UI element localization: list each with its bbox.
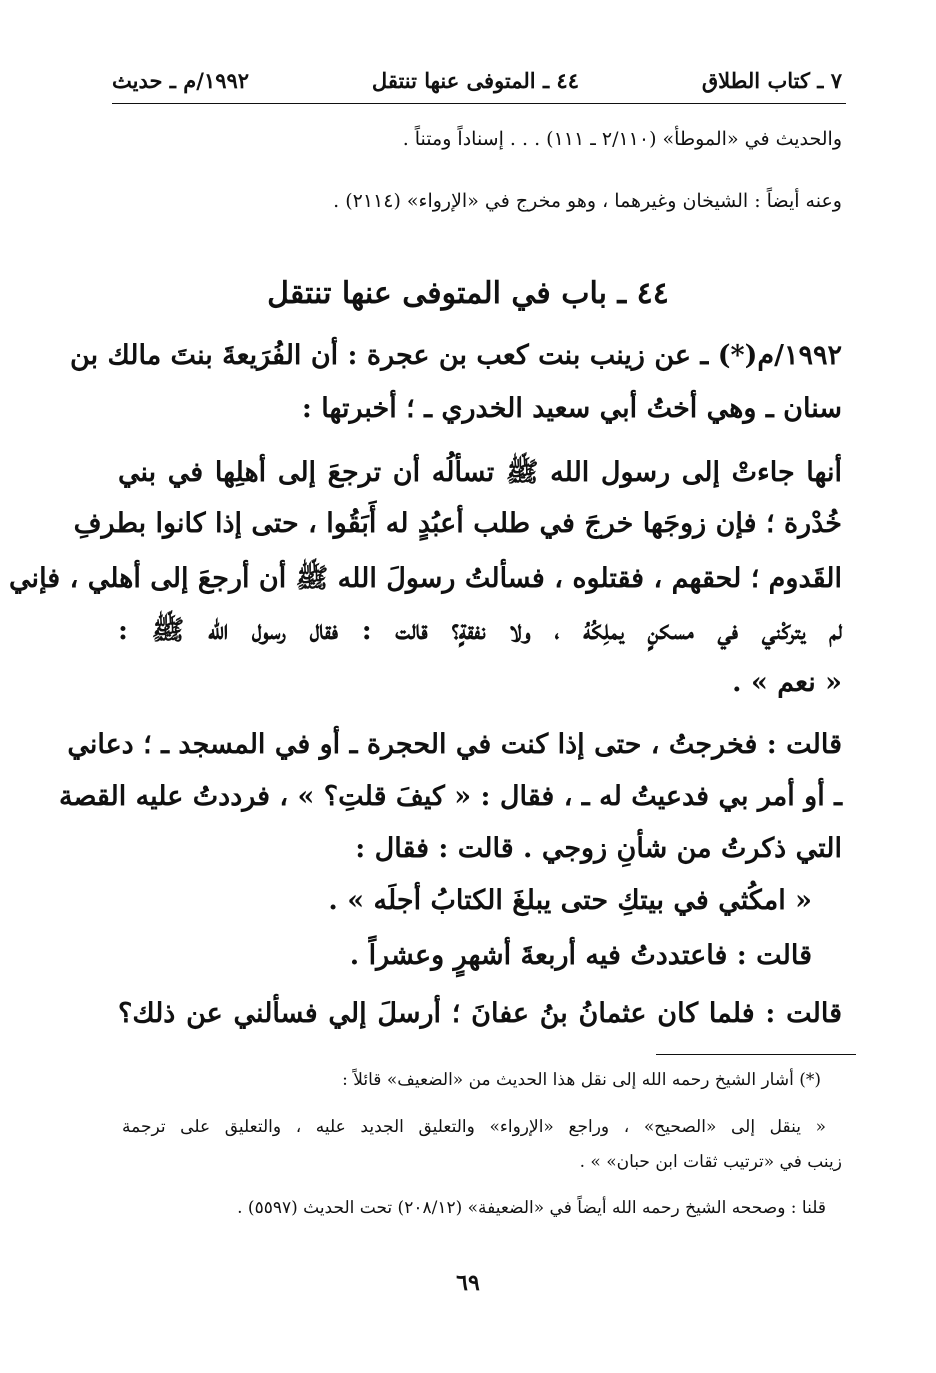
header-chapter: ٧ ـ كتاب الطلاق [701, 67, 842, 93]
hadith-p5: قالت : فاعتددتُ فيه أربعةَ أشهرٍ وعشراً . [349, 940, 812, 971]
intro-line-1: والحديث في «الموطأ» (٢/١١٠ ـ ١١١) . . . إسناداً ومتناً . [402, 128, 842, 150]
chapter-heading: ٤٤ ـ باب في المتوفى عنها تنتقل [267, 276, 669, 311]
hadith-p2-line-2: خُدْرة ؛ فإن زوجَها خرجَ في طلب أعبُدٍ له أَبَقُوا ، حتى إذا كانوا بطرفِ [73, 508, 842, 539]
hadith-p2-line-3: القَدوم ؛ لحقهم ، فقتلوه ، فسألتُ رسولَ الله ﷺ أن أرجعَ إلى أهلي ، فإني [9, 563, 842, 594]
hadith-p6: قالت : فلما كان عثمانُ بنُ عفانَ ؛ أرسلَ إلي فسألني عن ذلك؟ [118, 998, 842, 1029]
header-rule [112, 103, 846, 104]
footnote-2-line-2: زينب في «ترتيب ثقات ابن حبان» » . [579, 1152, 842, 1172]
hadith-p3-line-1: قالت : فخرجتُ ، حتى إذا كنت في الحجرة ـ أو في المسجد ـ ؛ دعاني [67, 729, 842, 760]
hadith-p3-line-3: التي ذكرتُ من شأنِ زوجي . قالت : فقال : [355, 833, 842, 864]
footnote-rule [656, 1054, 856, 1055]
page-number: ٦٩ [456, 1270, 480, 1296]
footnote-2-line-1: « ينقل إلى «الصحيح» ، وراجع «الإرواء» والتعليق الجديد عليه ، والتعليق على ترجمة [122, 1117, 826, 1137]
footnote-3: قلنا : وصححه الشيخ رحمه الله أيضاً في «الضعيفة» (٢٠٨/١٢) تحت الحديث (٥٥٩٧) . [237, 1198, 826, 1218]
hadith-p1-line-2: سنان ـ وهي أختُ أبي سعيد الخدري ـ ؛ أخبرتها : [301, 393, 842, 424]
intro-line-2: وعنه أيضاً : الشيخان وغيرهما ، وهو مخرج في «الإرواء» (٢١١٤) . [333, 190, 842, 212]
header-hadith-number: ١٩٩٢/م ـ حديث [112, 67, 250, 93]
hadith-p1-line-1: ١٩٩٢/م(*) ـ عن زينب بنت كعب بن عجرة : أن الفُرَيعةَ بنتَ مالك بن [70, 340, 842, 371]
footnote-1: (*) أشار الشيخ رحمه الله إلى نقل هذا الحديث من «الضعيف» قائلاً : [342, 1070, 821, 1090]
hadith-p4: « امكُثي في بيتكِ حتى يبلغَ الكتابُ أجلَه » . [328, 885, 812, 916]
running-header [112, 62, 842, 98]
hadith-p3-line-2: ـ أو أمر بي فدعيتُ له ـ ، فقال : « كيفَ قلتِ؟ » ، فرددتُ عليه القصة [59, 781, 842, 812]
hadith-p2-line-1: أنها جاءتْ إلى رسول الله ﷺ تسألُه أن ترجعَ إلى أهلِها في بني [118, 457, 842, 488]
hadith-p2-line-4: لم يتركْني في مسكنٍ يملِكُهُ ، ولا نفقةٍ؟ قالت : فقال رسول الله ﷺ : [118, 615, 842, 646]
header-section: ٤٤ ـ المتوفى عنها تنتقل [371, 67, 579, 93]
hadith-p2-line-5: « نعم » . [732, 667, 842, 698]
